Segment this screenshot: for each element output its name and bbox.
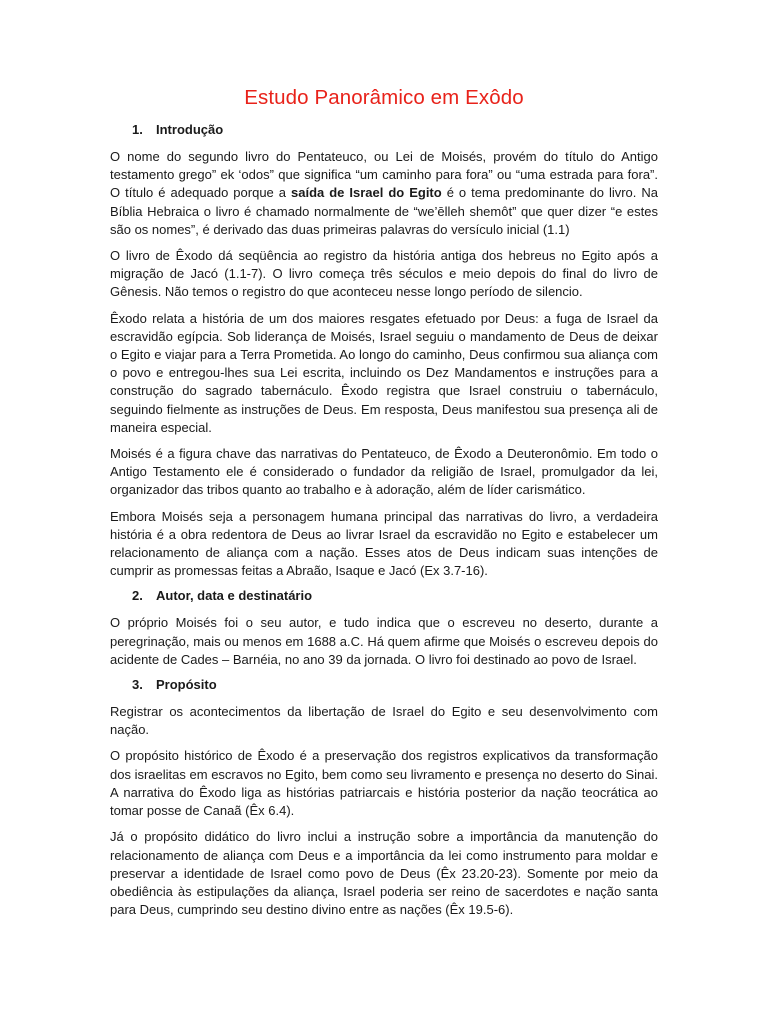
paragraph bbox=[110, 148, 658, 239]
section-title: Propósito bbox=[156, 677, 217, 693]
paragraph-text: O nome do segundo livro do Pentateuco, ou Lei de Moisés, provém do título do Antigo testamento grego” ek ‘odos” que significa “um caminho para fora” ou “uma estrada para fora”. O título é adequado porque a bbox=[110, 149, 658, 201]
section-heading-proposito bbox=[110, 677, 658, 692]
section-title: Autor, data e destinatário bbox=[156, 588, 313, 604]
paragraph: Moisés é a figura chave das narrativas do Pentateuco, de Êxodo a Deuteronômio. Em todo o Antigo Testamento ele é considerado o fundador da religião de Israel, promulgador da lei, organizador das tribos quanto ao trabalho e à adoração, além de líder carismático. bbox=[110, 446, 658, 498]
section-heading-autor bbox=[110, 588, 658, 603]
section-number: 3. bbox=[132, 677, 143, 693]
document-title: Estudo Panorâmico em Exôdo bbox=[244, 86, 524, 109]
paragraph: Registrar os acontecimentos da libertação de Israel do Egito e seu desenvolvimento com nação. bbox=[110, 704, 658, 738]
section-number: 1. bbox=[132, 122, 143, 137]
paragraph: O propósito histórico de Êxodo é a preservação dos registros explicativos da transformação dos israelitas em escravos no Egito, bem como seu livramento e presença no deserto do Sinai. A narrativa do Êxodo liga as histórias patriarcais e história posterior da nação teocrática ao tomar posse de Canaã (Êx 6.4). bbox=[110, 748, 658, 819]
paragraph-text: é o tema predominante do livro. Na Bíblia Hebraica o livro é chamado normalmente de “we’ēlleh shemôt” que quer dizer “e estes são os nomes”, é derivado das duas primeiras palavras do versículo inicial (1.1) bbox=[110, 185, 659, 237]
paragraph: O livro de Êxodo dá seqüência ao registro da história antiga dos hebreus no Egito após a migração de Jacó (1.1-7). O livro começa três séculos e meio depois do final do livro de Gênesis. Não temos o registro do que aconteceu nesse longo período de silencio. bbox=[110, 248, 658, 300]
paragraph: Embora Moisés seja a personagem humana principal das narrativas do livro, a verdadeira história é a obra redentora de Deus ao livrar Israel da escravidão no Egito e estabelecer um relacionamento de aliança com a nação. Esses atos de Deus indicam suas intenções de cumprir as promessas feitas a Abraão, Isaque e Jacó (Ex 3.7-16). bbox=[110, 508, 658, 579]
section-title: Introdução bbox=[156, 122, 224, 137]
paragraph: O próprio Moisés foi o seu autor, e tudo indica que o escreveu no deserto, durante a peregrinação, mais ou menos em 1688 a.C. Há quem afirme que Moisés o escreveu depois do acidente de Cades – Barnéia, no ano 39 da jornada. O livro foi destinado ao povo de Israel. bbox=[110, 615, 658, 667]
paragraph: Êxodo relata a história de um dos maiores resgates efetuado por Deus: a fuga de Israel da escravidão egípcia. Sob liderança de Moisés, Israel seguiu o mandamento de Deus de deixar o Egito e viajar para a Terra Prometida. Ao longo do caminho, Deus confirmou sua aliança com o povo e entregou-lhes sua Lei escrita, incluindo os Dez Mandamentos e instruções para a construção do sagrado tabernáculo. Êxodo registra que Israel construiu o tabernáculo, seguindo fielmente as instruções de Deus. Em resposta, Deus manifestou sua presença ali de maneira especial. bbox=[110, 310, 658, 435]
section-number: 2. bbox=[132, 588, 143, 604]
section-heading-introducao bbox=[110, 122, 658, 137]
paragraph-bold-text: saída de Israel do Egito bbox=[291, 185, 442, 201]
paragraph: Já o propósito didático do livro inclui a instrução sobre a importância da manutenção do relacionamento de aliança com Deus e a importância da lei como instrumento para moldar e preservar a identidade de Israel como povo de Deus (Êx 23.20-23). Somente por meio da obediência às estipulações da aliança, Israel poderia ser reino de sacerdotes e nação santa para Deus, cumprindo seu destino divino entre as nações (Êx 19.5-6). bbox=[110, 829, 658, 918]
